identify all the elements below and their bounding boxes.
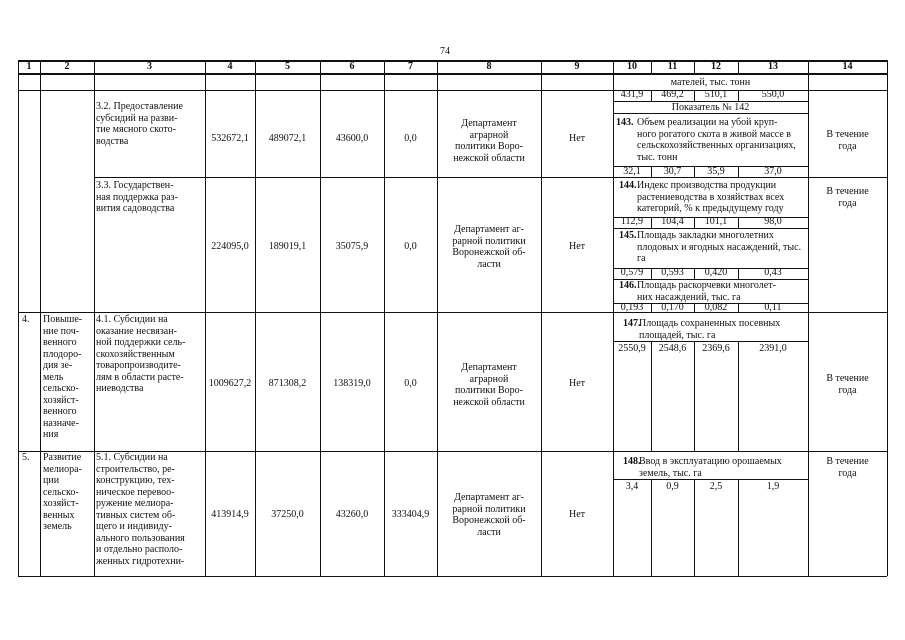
table-rule [738,479,739,576]
indicator-text: растениеводства в хозяйствах всех [637,191,785,203]
executor-text: ласти [477,526,501,538]
value-cell: 0,420 [704,267,728,278]
indicator-text: Площадь сохраненных посевных [639,318,781,329]
column-header: 3 [147,61,152,72]
row-number: 4. [22,314,30,325]
value-cell: 2550,9 [618,343,646,354]
indicator-number: 145. [619,230,637,241]
column-header: 1 [26,61,32,72]
indicator-text: Объем реализации на убой круп- [637,117,778,128]
measure-text: ниеводства [96,383,144,394]
amount-other: 333404,9 [391,509,430,520]
indicator-caption: Показатель № 142 [671,102,750,113]
amount-federal: 37250,0 [271,509,304,520]
measure-text: щего и индивиду- [96,521,172,532]
measure-text: скохозяйственным [96,348,175,360]
row-number: 5. [22,452,30,463]
measure-text: ная поддержка раз- [96,191,178,203]
cell-text: мателей, тыс. тонн [670,77,751,88]
executor-text: политики Воро- [455,141,523,152]
indicator-text: площадей, тыс. га [639,329,716,341]
measure-text: 4.1. Субсидии на [96,314,168,325]
indicator-text: категорий, % к предыдущему году [637,203,784,214]
value-cell: 0,193 [620,302,644,313]
column-header: 5 [285,61,290,72]
column-header: 4 [227,61,233,72]
value-cell: 3,4 [625,481,639,492]
value-cell: 0,082 [704,302,728,313]
table-rule [887,60,888,576]
value-cell: 0,43 [764,267,782,278]
amount-other: 0,0 [404,241,417,252]
value-cell: 30,7 [663,166,682,177]
term-text: года [838,197,857,209]
program-text: ние поч- [43,325,80,337]
term-text: В течение [826,129,869,140]
term-text: В течение [826,373,869,384]
program-text: мель [43,371,64,383]
amount-total: 413914,9 [211,509,249,520]
indicator-text: них насаждений, тыс. га [637,291,741,303]
program-text: Развитие [43,452,82,463]
program-text: сельско- [43,486,79,498]
executor-text: нежской области [453,396,525,408]
executor-text: ласти [477,258,501,270]
value-cell: 112,9 [620,216,644,227]
executor-text: Департамент [461,118,517,129]
table-rule [651,479,652,576]
amount-other: 0,0 [404,133,417,144]
column-header: 6 [349,61,355,72]
executor-text: рарной политики [452,503,526,515]
program-text: ния [43,429,59,440]
table-rule [18,576,887,577]
column-header: 10 [627,61,637,72]
term-text: года [838,384,857,396]
program-text: назначе- [43,417,79,429]
value-cell: 0,11 [764,302,782,313]
indicator-text: Площадь закладки многолетних [637,230,774,241]
executor-text: аграрной [469,129,509,141]
program-text: Повыше- [43,314,83,325]
column-header: 8 [486,61,492,72]
indicator-number: 146. [619,280,637,291]
value-cell: 0,593 [661,267,684,278]
executor-text: Департамент аг- [454,492,524,503]
executor-text: Воронежской об- [452,247,526,258]
program-text: земель [43,521,72,532]
amount-total: 532672,1 [211,133,249,144]
executor-text: аграрной [469,373,509,385]
indicator-text: земель, тыс. га [639,467,702,479]
measure-text: оказание несвязан- [96,325,177,337]
indicator-text: Ввод в эксплуатацию орошаемых [639,456,782,467]
page-number: 74 [440,46,450,57]
table-rule [694,341,695,451]
measure-text: женных гидротехни- [96,555,185,567]
measure-text: и отдельно располо- [96,544,183,555]
indicator-number: 148. [623,456,641,467]
table-rule [18,73,887,75]
amount-regional: 43260,0 [335,509,369,520]
column-header: 13 [768,61,778,72]
indicator-number: 143. [616,117,634,128]
value-cell: 37,0 [764,166,782,177]
amount-other: 0,0 [404,378,417,389]
indicator-text: га [637,253,646,264]
measure-text: ническое перевоо- [96,486,175,498]
table-rule [738,60,739,73]
term-text: В течение [826,456,869,467]
program-text: хозяйст- [43,394,79,406]
value-cell: 2,5 [709,481,723,492]
value-cell: 510,1 [704,89,728,100]
measure-text: конструкцию, тех- [96,475,175,486]
measure-text: лям в области расте- [96,371,184,383]
program-text: дия зе- [43,360,73,371]
value-cell: 0,579 [620,267,644,278]
amount-regional: 138319,0 [333,378,371,389]
measure-text: тивных систем об- [96,509,176,521]
value-cell: 32,1 [623,166,641,177]
column-header: 11 [667,61,678,72]
flag-text: Нет [568,509,586,520]
program-text: мелиора- [43,463,82,475]
table-rule [94,60,95,576]
amount-regional: 43600,0 [335,133,369,144]
term-text: года [838,467,857,479]
measure-text: 3.3. Государствен- [96,180,174,191]
executor-text: Департамент [461,362,517,373]
measure-text: ружение мелиора- [96,498,174,509]
indicator-text: плодовых и ягодных насаждений, тыс. [637,241,802,253]
indicator-text: Индекс производства продукции [637,180,777,191]
value-cell: 101,1 [704,216,728,227]
value-cell: 469,2 [661,89,684,100]
program-text: сельско- [43,383,79,394]
value-cell: 0,170 [661,302,684,313]
value-cell: 35,9 [707,166,725,177]
program-text: венного [43,406,77,417]
measure-text: субсидий на разви- [96,112,178,124]
executor-text: политики Воро- [455,385,523,396]
measure-text: строительство, ре- [96,463,175,475]
table-rule [651,341,652,451]
table-rule [18,60,19,576]
column-header: 2 [64,61,70,72]
table-rule [613,60,614,576]
column-header: 9 [574,61,580,72]
program-text: венного [43,337,77,348]
value-cell: 1,9 [766,481,780,492]
measure-text: водства [96,135,129,147]
term-text: года [838,140,857,152]
measure-text: тие мясного ското- [96,124,176,135]
indicator-number: 144. [619,180,637,191]
value-cell: 104,4 [661,216,684,227]
flag-text: Нет [568,133,586,144]
amount-federal: 871308,2 [268,378,307,389]
measure-text: товаропроизводите- [96,360,181,371]
table-rule [738,341,739,451]
value-cell: 2369,6 [702,343,730,354]
amount-total: 224095,0 [211,241,249,252]
amount-total: 1009627,2 [208,378,252,389]
flag-text: Нет [568,378,586,389]
measure-text: ального пользования [96,532,185,544]
program-text: ции [43,475,60,486]
program-text: венных [43,509,75,521]
measure-text: 3.2. Предоставление [96,101,183,112]
amount-federal: 489072,1 [268,133,307,144]
value-cell: 0,9 [666,481,679,492]
measure-text: вития садоводства [96,203,175,214]
measure-text: ной поддержки сель- [96,337,186,348]
term-text: В течение [826,186,869,197]
column-header: 12 [711,61,721,72]
measure-text: 5.1. Субсидии на [96,452,168,463]
executor-text: Департамент аг- [454,224,524,235]
column-header: 14 [842,61,853,72]
program-text: плодоро- [43,348,82,360]
value-cell: 2548,6 [658,343,687,354]
indicator-text: тыс. тонн [637,151,678,163]
program-text: хозяйст- [43,498,79,509]
table-rule [694,479,695,576]
value-cell: 550,0 [761,89,785,100]
table-rule [651,60,652,73]
indicator-text: Площадь раскорчевки многолет- [637,280,776,291]
indicator-number: 147. [623,318,641,329]
executor-text: Воронежской об- [452,515,526,526]
column-header: 7 [408,61,413,72]
table-rule [694,60,695,73]
indicator-text: ного рогатого скота в живой массе в [637,128,792,140]
value-cell: 2391,0 [759,343,787,354]
value-cell: 98,0 [764,216,782,227]
value-cell: 431,9 [620,89,644,100]
indicator-text: сельскохозяйственных организациях, [637,140,796,151]
executor-text: рарной политики [452,235,526,247]
amount-regional: 35075,9 [335,241,369,252]
table-rule [613,228,808,229]
flag-text: Нет [568,241,586,252]
executor-text: нежской области [453,152,525,164]
amount-federal: 189019,1 [268,241,307,252]
